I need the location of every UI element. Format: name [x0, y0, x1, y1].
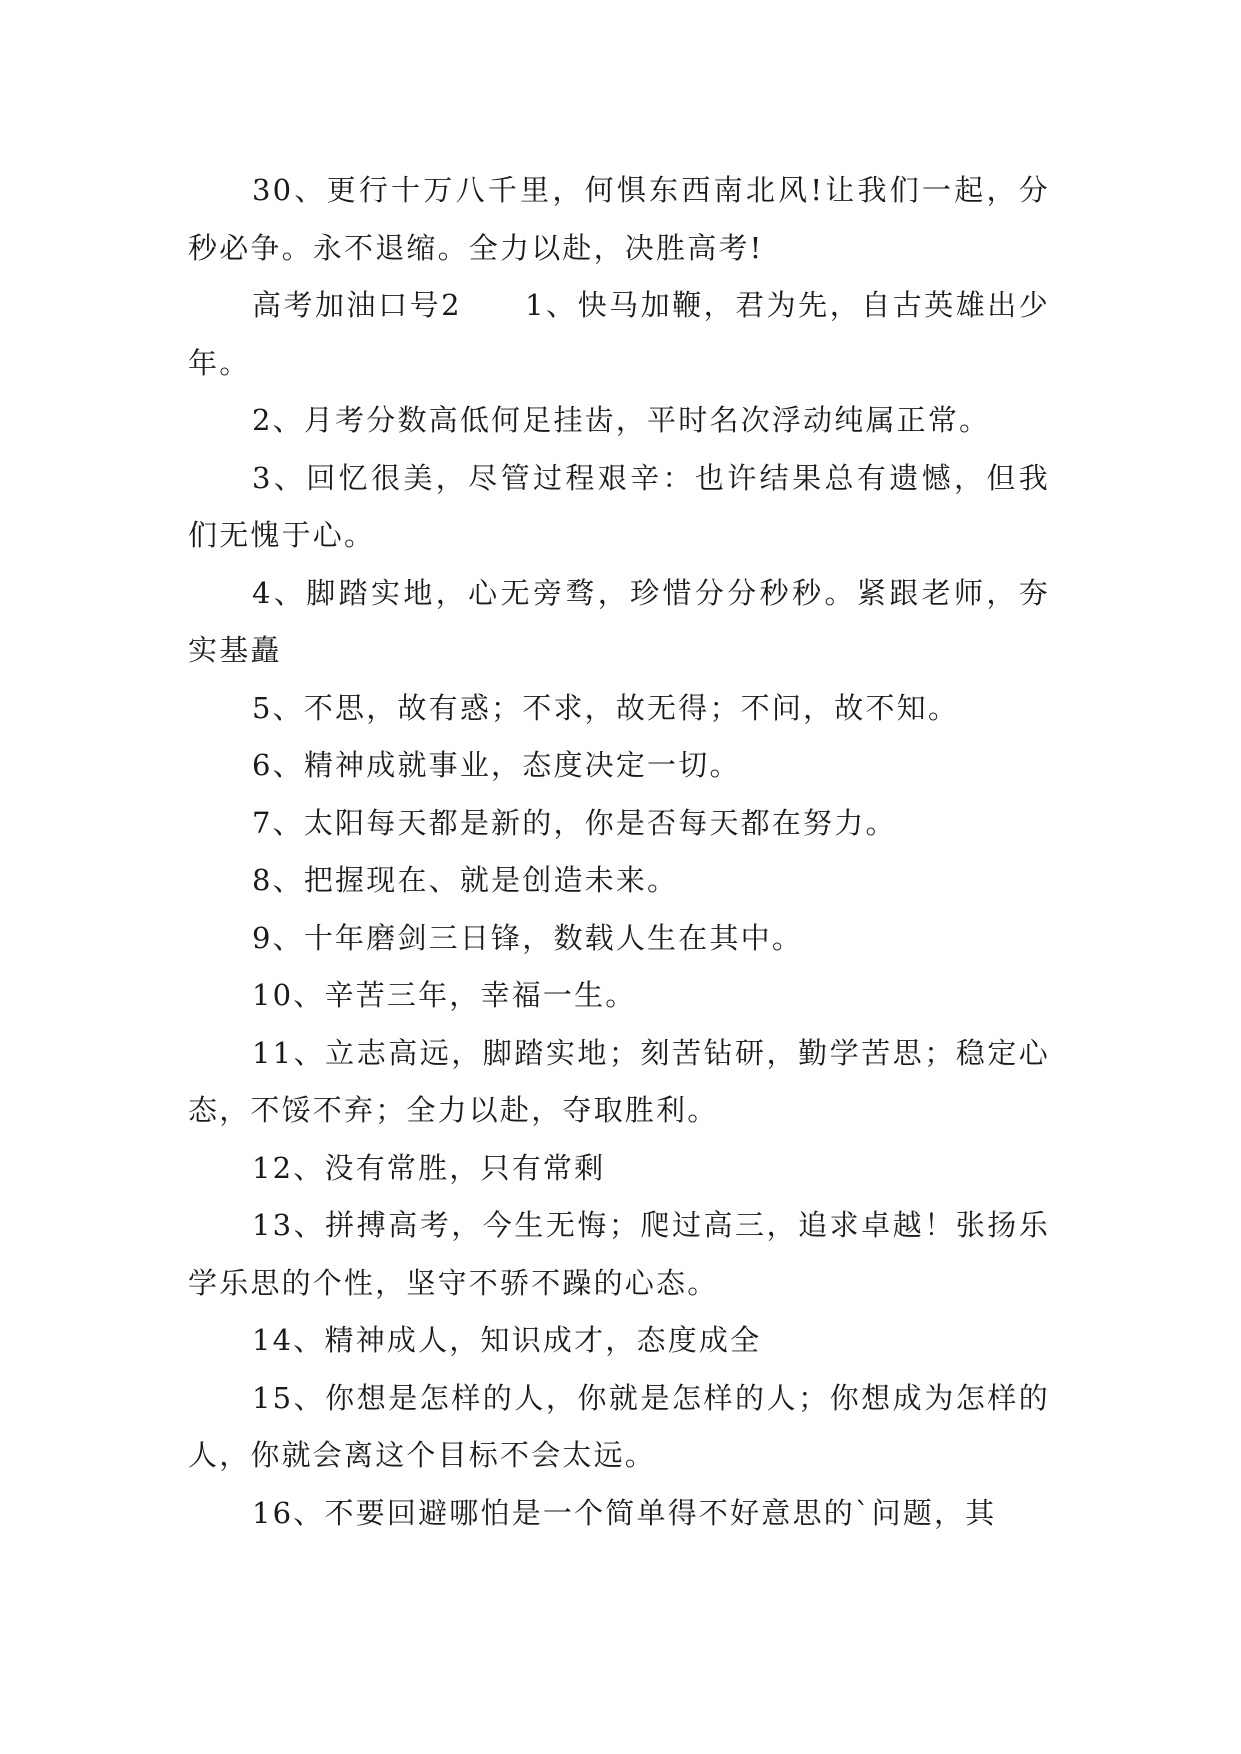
- paragraph: 13、拼搏高考，今生无悔；爬过高三，追求卓越！张扬乐学乐思的个性，坚守不骄不躁的心态。: [188, 1208, 1050, 1300]
- paragraph: 15、你想是怎样的人，你就是怎样的人；你想成为怎样的人，你就会离这个目标不会太远。: [188, 1380, 1050, 1472]
- paragraph: 8、把握现在、就是创造未来。: [252, 863, 679, 897]
- paragraph: 5、不思，故有惑；不求，故无得；不问，故不知。: [252, 690, 960, 725]
- paragraph: 30、更行十万八千里，何惧东西南北风!让我们一起，分秒必争。永不退缩。全力以赴，决胜高考!: [188, 173, 1050, 265]
- paragraph: 12、没有常胜，只有常剩: [252, 1150, 606, 1185]
- paragraph: 14、精神成人，知识成才，态度成全: [252, 1323, 762, 1357]
- paragraph: 7、太阳每天都是新的，你是否每天都在努力。: [252, 805, 897, 840]
- paragraph: 9、十年磨剑三日锋，数载人生在其中。: [252, 920, 804, 955]
- paragraph: 4、脚踏实地，心无旁骛，珍惜分分秒秒。紧跟老师，夯实基矗: [188, 575, 1050, 667]
- paragraph: 11、立志高远，脚踏实地；刻苦钻研，勤学苦思；稳定心态，不馁不弃；全力以赴，夺取胜利。: [188, 1035, 1050, 1127]
- paragraph: 6、精神成就事业，态度决定一切。: [252, 748, 741, 782]
- paragraph: 3、回忆很美，尽管过程艰辛：也许结果总有遗憾，但我们无愧于心。: [188, 460, 1050, 552]
- document-body: [188, 162, 1050, 1542]
- paragraph: 高考加油口号2 1、快马加鞭，君为先，自古英雄出少年。: [188, 288, 1050, 380]
- paragraph: 16、不要回避哪怕是一个简单得不好意思的`问题，其: [252, 1495, 997, 1530]
- paragraph: 2、月考分数高低何足挂齿，平时名次浮动纯属正常。: [252, 403, 991, 437]
- paragraph: 10、辛苦三年，幸福一生。: [252, 978, 637, 1012]
